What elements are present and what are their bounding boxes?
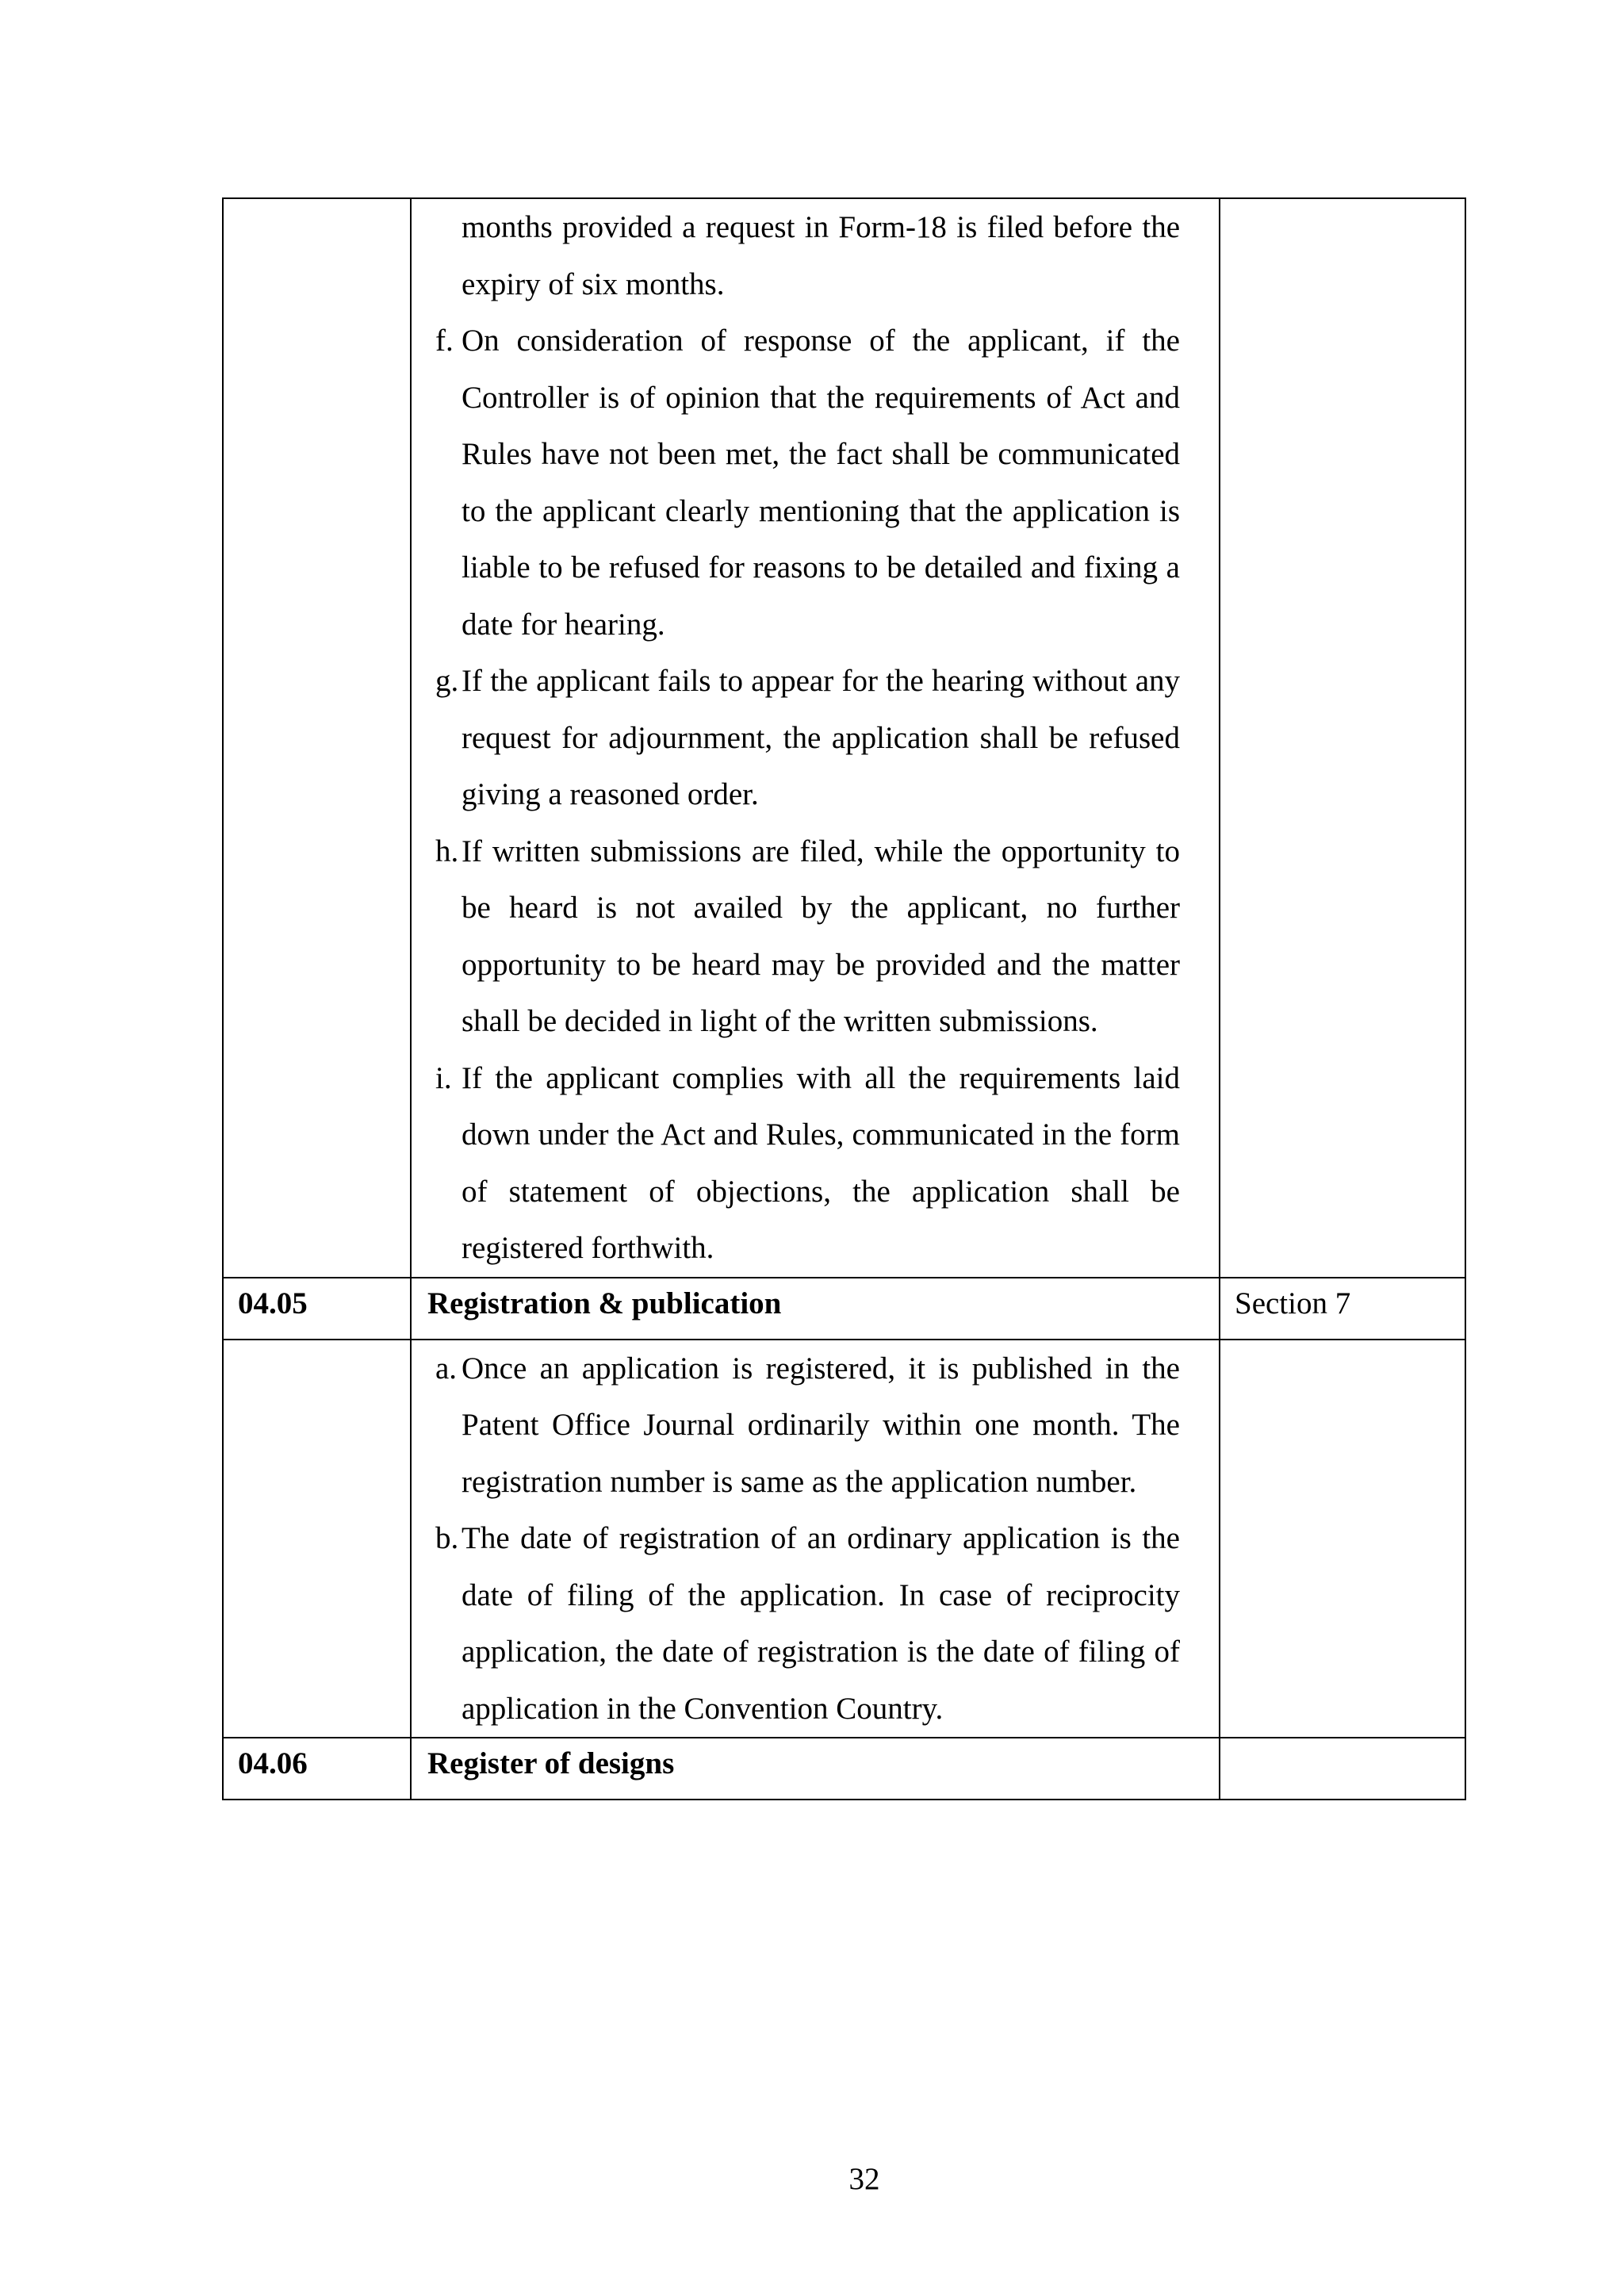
list-item-text: The date of registration of an ordinary application is the date of filing of the application. In case of reciprocity application, the date of registration is the date of filing of application in the Convention Country. bbox=[462, 1521, 1180, 1726]
list-f-to-i bbox=[412, 312, 1219, 1277]
list-item bbox=[412, 312, 1219, 653]
continued-paragraph bbox=[412, 199, 1219, 312]
cell-content-0405 bbox=[411, 1340, 1220, 1738]
section-reference bbox=[1220, 1738, 1465, 1800]
cell-reference-empty bbox=[1220, 198, 1465, 1278]
list-marker: b. bbox=[435, 1521, 459, 1555]
list-item bbox=[412, 653, 1219, 823]
list-item bbox=[412, 823, 1219, 1050]
section-header-row-0405 bbox=[223, 1278, 1465, 1340]
cell-reference-empty bbox=[1220, 1340, 1465, 1738]
cell-number-empty bbox=[223, 198, 411, 1278]
list-item bbox=[412, 1510, 1219, 1737]
list-item-text: If written submissions are filed, while the opportunity to be heard is not availed by the applicant, no further opportunity to be heard may be provided and the matter shall be decided in light of the written submissions. bbox=[462, 834, 1180, 1038]
list-item bbox=[412, 1050, 1219, 1277]
section-title: Register of designs bbox=[411, 1738, 1220, 1800]
list-marker: i. bbox=[435, 1060, 452, 1095]
table-row-0405-body bbox=[223, 1340, 1465, 1738]
table-row-continued bbox=[223, 198, 1465, 1278]
section-reference: Section 7 bbox=[1220, 1278, 1465, 1340]
section-header-row-0406 bbox=[223, 1738, 1465, 1800]
list-marker: g. bbox=[435, 664, 459, 698]
cell-number-empty bbox=[223, 1340, 411, 1738]
list-item-text: If the applicant fails to appear for the hearing without any request for adjournment, the application shall be refused giving a reasoned order. bbox=[462, 664, 1180, 811]
list-item-text: Once an application is registered, it is published in the Patent Office Journal ordinarily within one month. The registration number is same as the application number. bbox=[462, 1351, 1180, 1499]
manual-table bbox=[222, 197, 1466, 1800]
page-number: 32 bbox=[848, 2162, 880, 2196]
section-number: 04.06 bbox=[223, 1738, 411, 1800]
list-item-text: If the applicant complies with all the requirements laid down under the Act and Rules, communicated in the form of statement of objections, the application shall be registered forthwith. bbox=[462, 1060, 1180, 1265]
continued-text: months provided a request in Form-18 is filed before the expiry of six months. bbox=[462, 210, 1180, 301]
list-item bbox=[412, 1340, 1219, 1511]
list-marker: a. bbox=[435, 1351, 458, 1386]
list-a-b bbox=[412, 1340, 1219, 1738]
cell-content-continued bbox=[411, 198, 1220, 1278]
list-marker: h. bbox=[435, 834, 459, 868]
list-item-text: On consideration of response of the applicant, if the Controller is of opinion that the requirements of Act and Rules have not been met, the fact shall be communicated to the applicant clearly mentioning that the application is liable to be refused for reasons to be detailed and fixing a date for hearing. bbox=[462, 324, 1180, 642]
list-marker: f. bbox=[435, 324, 454, 358]
section-title: Registration & publication bbox=[411, 1278, 1220, 1340]
section-number: 04.05 bbox=[223, 1278, 411, 1340]
